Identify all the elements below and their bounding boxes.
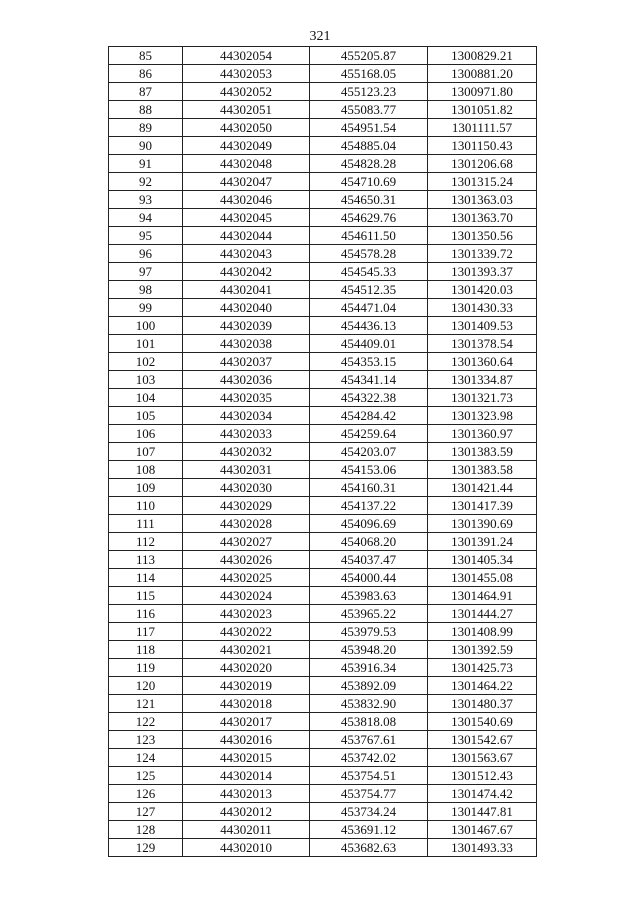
x-coordinate-cell: 454545.33 <box>310 263 428 281</box>
point-id-cell: 44302028 <box>183 515 310 533</box>
table-row <box>109 389 537 407</box>
y-coordinate-cell: 1301540.69 <box>428 713 537 731</box>
y-coordinate-cell: 1301339.72 <box>428 245 537 263</box>
point-id-cell: 44302022 <box>183 623 310 641</box>
point-id-cell: 44302025 <box>183 569 310 587</box>
point-id-cell: 44302016 <box>183 731 310 749</box>
point-id-cell: 44302044 <box>183 227 310 245</box>
point-id-cell: 44302046 <box>183 191 310 209</box>
y-coordinate-cell: 1301447.81 <box>428 803 537 821</box>
x-coordinate-cell: 454951.54 <box>310 119 428 137</box>
y-coordinate-cell: 1301360.97 <box>428 425 537 443</box>
y-coordinate-cell: 1301111.57 <box>428 119 537 137</box>
point-id-cell: 44302040 <box>183 299 310 317</box>
y-coordinate-cell: 1301409.53 <box>428 317 537 335</box>
y-coordinate-cell: 1300881.20 <box>428 65 537 83</box>
x-coordinate-cell: 453892.09 <box>310 677 428 695</box>
y-coordinate-cell: 1301425.73 <box>428 659 537 677</box>
point-number-cell: 90 <box>109 137 183 155</box>
y-coordinate-cell: 1301383.59 <box>428 443 537 461</box>
point-number-cell: 113 <box>109 551 183 569</box>
x-coordinate-cell: 455205.87 <box>310 47 428 65</box>
table-row <box>109 659 537 677</box>
point-id-cell: 44302039 <box>183 317 310 335</box>
x-coordinate-cell: 454341.14 <box>310 371 428 389</box>
x-coordinate-cell: 453682.63 <box>310 839 428 857</box>
point-number-cell: 112 <box>109 533 183 551</box>
point-id-cell: 44302014 <box>183 767 310 785</box>
table-row <box>109 371 537 389</box>
point-id-cell: 44302054 <box>183 47 310 65</box>
table-row <box>109 353 537 371</box>
table-row <box>109 569 537 587</box>
y-coordinate-cell: 1301390.69 <box>428 515 537 533</box>
y-coordinate-cell: 1301417.39 <box>428 497 537 515</box>
x-coordinate-cell: 454710.69 <box>310 173 428 191</box>
point-number-cell: 118 <box>109 641 183 659</box>
point-id-cell: 44302023 <box>183 605 310 623</box>
x-coordinate-cell: 454611.50 <box>310 227 428 245</box>
table-row <box>109 821 537 839</box>
x-coordinate-cell: 454037.47 <box>310 551 428 569</box>
point-number-cell: 127 <box>109 803 183 821</box>
x-coordinate-cell: 453742.02 <box>310 749 428 767</box>
point-number-cell: 97 <box>109 263 183 281</box>
x-coordinate-cell: 453979.53 <box>310 623 428 641</box>
x-coordinate-cell: 454259.64 <box>310 425 428 443</box>
x-coordinate-cell: 454885.04 <box>310 137 428 155</box>
point-id-cell: 44302021 <box>183 641 310 659</box>
table-row <box>109 713 537 731</box>
table-row <box>109 767 537 785</box>
y-coordinate-cell: 1301391.24 <box>428 533 537 551</box>
x-coordinate-cell: 454409.01 <box>310 335 428 353</box>
point-id-cell: 44302024 <box>183 587 310 605</box>
table-row <box>109 101 537 119</box>
point-number-cell: 116 <box>109 605 183 623</box>
x-coordinate-cell: 454068.20 <box>310 533 428 551</box>
point-number-cell: 104 <box>109 389 183 407</box>
x-coordinate-cell: 454096.69 <box>310 515 428 533</box>
point-number-cell: 120 <box>109 677 183 695</box>
table-row <box>109 209 537 227</box>
coordinate-table <box>108 46 537 857</box>
table-row <box>109 65 537 83</box>
table-row <box>109 83 537 101</box>
point-id-cell: 44302012 <box>183 803 310 821</box>
y-coordinate-cell: 1301455.08 <box>428 569 537 587</box>
x-coordinate-cell: 454137.22 <box>310 497 428 515</box>
y-coordinate-cell: 1301430.33 <box>428 299 537 317</box>
x-coordinate-cell: 453916.34 <box>310 659 428 677</box>
y-coordinate-cell: 1301206.68 <box>428 155 537 173</box>
x-coordinate-cell: 453948.20 <box>310 641 428 659</box>
table-row <box>109 191 537 209</box>
table-row <box>109 335 537 353</box>
point-number-cell: 102 <box>109 353 183 371</box>
table-row <box>109 533 537 551</box>
x-coordinate-cell: 453754.51 <box>310 767 428 785</box>
x-coordinate-cell: 454650.31 <box>310 191 428 209</box>
point-number-cell: 100 <box>109 317 183 335</box>
table-row <box>109 425 537 443</box>
point-id-cell: 44302036 <box>183 371 310 389</box>
table-row <box>109 731 537 749</box>
point-id-cell: 44302020 <box>183 659 310 677</box>
x-coordinate-cell: 454000.44 <box>310 569 428 587</box>
point-number-cell: 96 <box>109 245 183 263</box>
y-coordinate-cell: 1301474.42 <box>428 785 537 803</box>
table-row <box>109 47 537 65</box>
point-id-cell: 44302034 <box>183 407 310 425</box>
x-coordinate-cell: 454436.13 <box>310 317 428 335</box>
point-number-cell: 95 <box>109 227 183 245</box>
table-row <box>109 119 537 137</box>
point-number-cell: 94 <box>109 209 183 227</box>
x-coordinate-cell: 453832.90 <box>310 695 428 713</box>
table-row <box>109 623 537 641</box>
y-coordinate-cell: 1301363.70 <box>428 209 537 227</box>
point-number-cell: 124 <box>109 749 183 767</box>
y-coordinate-cell: 1301563.67 <box>428 749 537 767</box>
point-id-cell: 44302035 <box>183 389 310 407</box>
y-coordinate-cell: 1301051.82 <box>428 101 537 119</box>
table-row <box>109 695 537 713</box>
point-number-cell: 128 <box>109 821 183 839</box>
y-coordinate-cell: 1301315.24 <box>428 173 537 191</box>
x-coordinate-cell: 454828.28 <box>310 155 428 173</box>
y-coordinate-cell: 1301464.22 <box>428 677 537 695</box>
point-id-cell: 44302018 <box>183 695 310 713</box>
point-number-cell: 111 <box>109 515 183 533</box>
y-coordinate-cell: 1300829.21 <box>428 47 537 65</box>
y-coordinate-cell: 1301363.03 <box>428 191 537 209</box>
table-row <box>109 317 537 335</box>
y-coordinate-cell: 1301408.99 <box>428 623 537 641</box>
y-coordinate-cell: 1301467.67 <box>428 821 537 839</box>
y-coordinate-cell: 1301350.56 <box>428 227 537 245</box>
y-coordinate-cell: 1301480.37 <box>428 695 537 713</box>
table-row <box>109 245 537 263</box>
y-coordinate-cell: 1301323.98 <box>428 407 537 425</box>
point-number-cell: 123 <box>109 731 183 749</box>
point-id-cell: 44302043 <box>183 245 310 263</box>
point-id-cell: 44302027 <box>183 533 310 551</box>
point-number-cell: 119 <box>109 659 183 677</box>
table-row <box>109 515 537 533</box>
y-coordinate-cell: 1301378.54 <box>428 335 537 353</box>
table-row <box>109 155 537 173</box>
table-row <box>109 497 537 515</box>
table-row <box>109 551 537 569</box>
point-id-cell: 44302041 <box>183 281 310 299</box>
point-number-cell: 126 <box>109 785 183 803</box>
table-row <box>109 839 537 857</box>
point-id-cell: 44302010 <box>183 839 310 857</box>
point-number-cell: 129 <box>109 839 183 857</box>
point-number-cell: 115 <box>109 587 183 605</box>
x-coordinate-cell: 454471.04 <box>310 299 428 317</box>
x-coordinate-cell: 455168.05 <box>310 65 428 83</box>
y-coordinate-cell: 1301421.44 <box>428 479 537 497</box>
x-coordinate-cell: 454203.07 <box>310 443 428 461</box>
y-coordinate-cell: 1300971.80 <box>428 83 537 101</box>
table-row <box>109 749 537 767</box>
table-row <box>109 479 537 497</box>
x-coordinate-cell: 453754.77 <box>310 785 428 803</box>
table-row <box>109 641 537 659</box>
y-coordinate-cell: 1301321.73 <box>428 389 537 407</box>
point-number-cell: 106 <box>109 425 183 443</box>
y-coordinate-cell: 1301383.58 <box>428 461 537 479</box>
point-id-cell: 44302011 <box>183 821 310 839</box>
table-row <box>109 281 537 299</box>
y-coordinate-cell: 1301334.87 <box>428 371 537 389</box>
table-row <box>109 443 537 461</box>
point-number-cell: 91 <box>109 155 183 173</box>
point-number-cell: 89 <box>109 119 183 137</box>
point-number-cell: 122 <box>109 713 183 731</box>
table-row <box>109 299 537 317</box>
point-id-cell: 44302013 <box>183 785 310 803</box>
point-number-cell: 108 <box>109 461 183 479</box>
point-number-cell: 93 <box>109 191 183 209</box>
point-id-cell: 44302015 <box>183 749 310 767</box>
point-number-cell: 125 <box>109 767 183 785</box>
x-coordinate-cell: 453734.24 <box>310 803 428 821</box>
point-id-cell: 44302045 <box>183 209 310 227</box>
table-row <box>109 605 537 623</box>
point-id-cell: 44302042 <box>183 263 310 281</box>
point-id-cell: 44302019 <box>183 677 310 695</box>
y-coordinate-cell: 1301392.59 <box>428 641 537 659</box>
point-id-cell: 44302048 <box>183 155 310 173</box>
page-number: 321 <box>309 29 331 44</box>
point-number-cell: 92 <box>109 173 183 191</box>
table-row <box>109 461 537 479</box>
point-number-cell: 109 <box>109 479 183 497</box>
point-id-cell: 44302051 <box>183 101 310 119</box>
point-number-cell: 85 <box>109 47 183 65</box>
y-coordinate-cell: 1301360.64 <box>428 353 537 371</box>
x-coordinate-cell: 454353.15 <box>310 353 428 371</box>
x-coordinate-cell: 454512.35 <box>310 281 428 299</box>
x-coordinate-cell: 453767.61 <box>310 731 428 749</box>
point-number-cell: 87 <box>109 83 183 101</box>
y-coordinate-cell: 1301464.91 <box>428 587 537 605</box>
y-coordinate-cell: 1301512.43 <box>428 767 537 785</box>
point-id-cell: 44302037 <box>183 353 310 371</box>
y-coordinate-cell: 1301542.67 <box>428 731 537 749</box>
point-number-cell: 107 <box>109 443 183 461</box>
point-number-cell: 110 <box>109 497 183 515</box>
point-number-cell: 86 <box>109 65 183 83</box>
y-coordinate-cell: 1301393.37 <box>428 263 537 281</box>
point-id-cell: 44302049 <box>183 137 310 155</box>
point-id-cell: 44302050 <box>183 119 310 137</box>
point-number-cell: 88 <box>109 101 183 119</box>
table-row <box>109 803 537 821</box>
x-coordinate-cell: 455123.23 <box>310 83 428 101</box>
point-number-cell: 114 <box>109 569 183 587</box>
point-number-cell: 121 <box>109 695 183 713</box>
x-coordinate-cell: 454322.38 <box>310 389 428 407</box>
x-coordinate-cell: 453691.12 <box>310 821 428 839</box>
table-row <box>109 407 537 425</box>
table-row <box>109 263 537 281</box>
point-number-cell: 117 <box>109 623 183 641</box>
point-id-cell: 44302029 <box>183 497 310 515</box>
x-coordinate-cell: 454153.06 <box>310 461 428 479</box>
table-row <box>109 173 537 191</box>
x-coordinate-cell: 454160.31 <box>310 479 428 497</box>
y-coordinate-cell: 1301420.03 <box>428 281 537 299</box>
x-coordinate-cell: 454629.76 <box>310 209 428 227</box>
y-coordinate-cell: 1301444.27 <box>428 605 537 623</box>
point-id-cell: 44302031 <box>183 461 310 479</box>
table-row <box>109 587 537 605</box>
table-row <box>109 137 537 155</box>
point-number-cell: 98 <box>109 281 183 299</box>
point-id-cell: 44302026 <box>183 551 310 569</box>
point-id-cell: 44302038 <box>183 335 310 353</box>
x-coordinate-cell: 453983.63 <box>310 587 428 605</box>
table-body <box>109 47 537 857</box>
x-coordinate-cell: 453818.08 <box>310 713 428 731</box>
point-id-cell: 44302052 <box>183 83 310 101</box>
x-coordinate-cell: 453965.22 <box>310 605 428 623</box>
y-coordinate-cell: 1301405.34 <box>428 551 537 569</box>
y-coordinate-cell: 1301150.43 <box>428 137 537 155</box>
point-number-cell: 99 <box>109 299 183 317</box>
point-number-cell: 101 <box>109 335 183 353</box>
point-id-cell: 44302017 <box>183 713 310 731</box>
x-coordinate-cell: 455083.77 <box>310 101 428 119</box>
point-id-cell: 44302033 <box>183 425 310 443</box>
table-row <box>109 785 537 803</box>
point-number-cell: 105 <box>109 407 183 425</box>
y-coordinate-cell: 1301493.33 <box>428 839 537 857</box>
x-coordinate-cell: 454578.28 <box>310 245 428 263</box>
point-id-cell: 44302032 <box>183 443 310 461</box>
table-row <box>109 677 537 695</box>
point-id-cell: 44302053 <box>183 65 310 83</box>
point-id-cell: 44302030 <box>183 479 310 497</box>
point-number-cell: 103 <box>109 371 183 389</box>
point-id-cell: 44302047 <box>183 173 310 191</box>
table-row <box>109 227 537 245</box>
x-coordinate-cell: 454284.42 <box>310 407 428 425</box>
